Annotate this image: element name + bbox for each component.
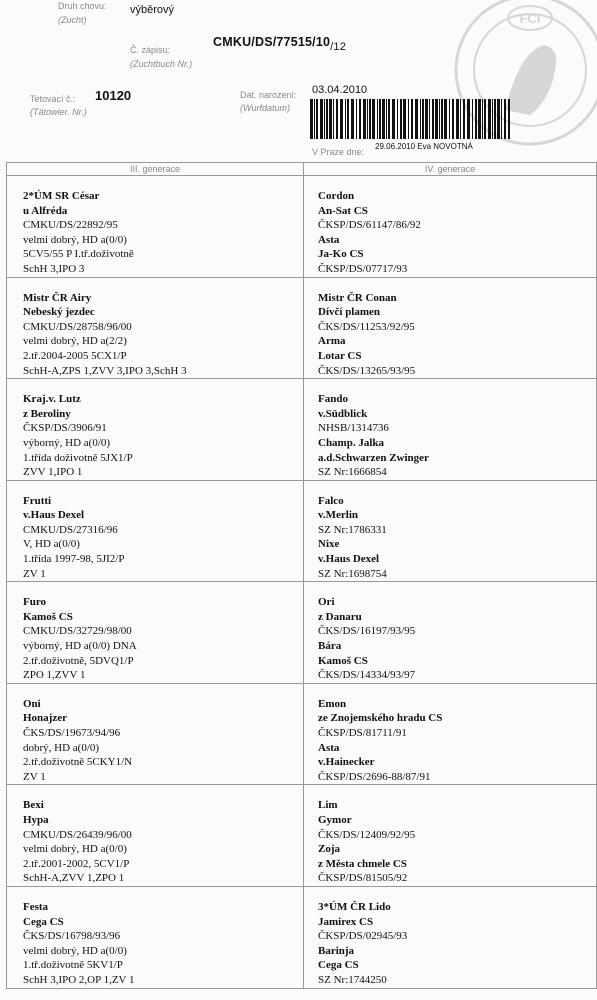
ancestor-line: Mistr ČR Airy <box>23 291 92 304</box>
dob-value: 03.04.2010 <box>312 84 368 96</box>
ancestor-line: v.Haus Dexel <box>23 509 85 522</box>
ancestor-line: Arma <box>318 335 346 348</box>
breed-value: výběrový <box>130 4 175 16</box>
ancestor-line: Cega CS <box>318 959 359 972</box>
ancestor-line: Jamirex CS <box>318 915 374 928</box>
ancestor-gen3-cell <box>7 582 304 684</box>
ancestor-line: ČKSP/DS/02945/93 <box>318 930 408 943</box>
pedigree-row <box>7 785 597 887</box>
ancestor-line: CMKU/DS/27316/96 <box>23 523 118 536</box>
ancestor-line: ČKS/DS/12409/92/95 <box>318 828 416 841</box>
column-header-generation-3: III. generace <box>7 163 304 176</box>
ancestor-line: Oni <box>23 697 41 710</box>
ancestor-line: CMKU/DS/28758/96/00 <box>23 320 132 333</box>
ancestor-line: 2*ÚM SR César <box>23 190 100 202</box>
ancestor-line: velmi dobrý, HD a(0/0) <box>23 944 127 957</box>
ancestor-line: velmi dobrý, HD a(2/2) <box>23 335 127 348</box>
ancestor-line: Nixe <box>318 538 340 551</box>
tattoo-value: 10120 <box>95 88 132 103</box>
issue-stamp: 29.06.2010 Eva NOVOTNÁ <box>375 142 473 151</box>
studbook-label: Č. zápisu: <box>130 45 171 55</box>
ancestor-line: Hypa <box>23 813 49 826</box>
ancestor-line: velmi dobrý, HD a(0/0) <box>23 843 127 856</box>
ancestor-line: výborný, HD a(0/0) DNA <box>23 640 137 653</box>
ancestor-line: ČKS/DS/14334/93/97 <box>318 669 416 682</box>
ancestor-line: Emon <box>318 697 347 710</box>
ancestor-gen3-cell <box>7 785 304 887</box>
ancestor-line: 1.třída 1997-98, 5JI2/P <box>23 553 125 566</box>
tattoo-label-de: (Tätowier. Nr.) <box>30 107 87 117</box>
ancestor-line: Falco <box>318 494 344 507</box>
ancestor-gen4-cell <box>304 277 597 379</box>
ancestor-line: SZ Nr:1666854 <box>318 466 387 479</box>
pedigree-row <box>7 277 597 379</box>
ancestor-line: Asta <box>318 233 340 246</box>
ancestor-line: SchH-A,ZPS 1,ZVV 3,IPO 3,SchH 3 <box>23 364 187 377</box>
ancestor-line: ČKS/DS/16197/93/95 <box>318 625 416 638</box>
ancestor-line: Ori <box>318 596 335 609</box>
ancestor-line: v.Merlin <box>318 509 359 522</box>
ancestor-gen4-cell <box>304 480 597 582</box>
ancestor-line: ze Znojemského hradu CS <box>318 712 443 725</box>
breed-label-de: (Zucht) <box>58 15 87 25</box>
ancestor-line: ČKS/DS/16798/93/96 <box>23 930 121 943</box>
ancestor-gen4-cell <box>304 886 597 988</box>
ancestor-gen4-cell <box>304 683 597 785</box>
pedigree-row <box>7 480 597 582</box>
seal-text: FCI <box>519 11 541 26</box>
ancestor-line: SZ Nr:1786331 <box>318 523 387 536</box>
ancestor-gen4-cell <box>304 176 597 278</box>
ancestor-line: SchH 3,IPO 2,OP 1,ZV 1 <box>23 973 135 986</box>
ancestor-line: ČKS/DS/13265/93/95 <box>318 364 416 377</box>
ancestor-gen3-cell <box>7 886 304 988</box>
ancestor-line: Kamoš CS <box>23 610 73 623</box>
ancestor-line: v.Südblick <box>318 407 368 420</box>
ancestor-line: 3*ÚM ČR Lido <box>318 900 391 913</box>
ancestor-gen3-cell <box>7 480 304 582</box>
ancestor-line: z Města chmele CS <box>318 857 407 870</box>
ancestor-line: Asta <box>318 741 340 754</box>
ancestor-line: SchH 3,IPO 3 <box>23 262 85 275</box>
ancestor-line: ČKSP/DS/2696-88/87/91 <box>318 770 431 783</box>
ancestor-line: CMKU/DS/22892/95 <box>23 219 118 232</box>
ancestor-line: Cega CS <box>23 915 64 928</box>
ancestor-line: V, HD a(0/0) <box>23 538 80 551</box>
ancestor-line: Zoja <box>318 843 340 856</box>
ancestor-line: SZ Nr:1744250 <box>318 973 387 986</box>
ancestor-line: v.Hainecker <box>318 756 375 769</box>
ancestor-line: Festa <box>23 900 49 913</box>
ancestor-line: Kraj.v. Lutz <box>23 393 81 406</box>
ancestor-line: Fando <box>318 393 348 406</box>
ancestor-line: Bára <box>318 640 342 653</box>
ancestor-line: Cordon <box>318 190 355 202</box>
ancestor-line: ZPO 1,ZVV 1 <box>23 669 86 682</box>
pedigree-row <box>7 683 597 785</box>
ancestor-line: 2.tř.2001-2002, 5CV1/P <box>23 857 130 870</box>
ancestor-line: Mistr ČR Conan <box>318 291 397 304</box>
ancestor-gen4-cell <box>304 379 597 481</box>
ancestor-gen3-cell <box>7 176 304 278</box>
ancestor-line: Furo <box>23 596 47 609</box>
ancestor-line: SchH-A,ZVV 1,ZPO 1 <box>23 872 125 885</box>
pedigree-table <box>6 162 597 989</box>
ancestor-line: 1.třída doživotně 5JX1/P <box>23 451 133 464</box>
pedigree-row <box>7 379 597 481</box>
ancestor-line: z Beroliny <box>23 407 71 420</box>
studbook-value: CMKU/DS/77515/10 <box>213 35 331 49</box>
barcode <box>310 99 510 139</box>
column-header-generation-4: IV. generace <box>304 163 597 176</box>
ancestor-line: SZ Nr:1698754 <box>318 567 387 580</box>
pedigree-row <box>7 582 597 684</box>
ancestor-line: výborný, HD a(0/0) <box>23 436 111 449</box>
breed-label: Druh chovu: <box>58 1 107 11</box>
dob-label: Dat. narození: <box>240 90 297 100</box>
ancestor-line: CMKU/DS/32729/98/00 <box>23 625 132 638</box>
ancestor-line: Dívčí plamen <box>318 306 381 319</box>
ancestor-line: ČKSP/DS/61147/86/92 <box>318 219 421 232</box>
ancestor-line: v.Haus Dexel <box>318 553 380 566</box>
ancestor-line: Lotar CS <box>318 349 362 362</box>
ancestor-gen3-cell <box>7 683 304 785</box>
ancestor-line: velmi dobrý, HD a(0/0) <box>23 233 127 246</box>
pedigree-row <box>7 176 597 278</box>
studbook-label-de: (Zuchtbuch Nr.) <box>130 59 193 69</box>
ancestor-line: Frutti <box>23 494 52 507</box>
ancestor-line: Nebeský jezdec <box>23 306 95 319</box>
ancestor-line: Bexi <box>23 799 44 812</box>
ancestor-line: ČKSP/DS/81505/92 <box>318 872 408 885</box>
ancestor-line: ZV 1 <box>23 567 46 580</box>
ancestor-line: 5CV5/55 P I.tř.doživotně <box>23 248 134 261</box>
ancestor-line: ČKS/DS/19673/94/96 <box>23 727 121 739</box>
ancestor-line: Kamoš CS <box>318 654 368 667</box>
ancestor-line: ČKS/DS/11253/92/95 <box>318 320 415 333</box>
pedigree-row <box>7 886 597 988</box>
ancestor-line: NHSB/1314736 <box>318 422 389 435</box>
ancestor-gen3-cell <box>7 277 304 379</box>
ancestor-line: ZV 1 <box>23 770 46 783</box>
place-label: V Praze dne: <box>312 147 365 157</box>
ancestor-line: ZVV 1,IPO 1 <box>23 466 83 479</box>
ancestor-line: ČKSP/DS/81711/91 <box>318 727 407 739</box>
ancestor-line: 1.tř.doživotně 5KV1/P <box>23 959 123 972</box>
ancestor-line: a.d.Schwarzen Zwinger <box>318 451 429 464</box>
pedigree-body <box>7 176 597 989</box>
ancestor-gen4-cell <box>304 582 597 684</box>
ancestor-line: 2.tř.2004-2005 5CX1/P <box>23 349 127 362</box>
ancestor-line: Honajzer <box>23 712 67 725</box>
ancestor-line: Ja-Ko CS <box>318 248 364 261</box>
studbook-number <box>213 35 347 53</box>
ancestor-line: dobrý, HD a(0/0) <box>23 741 100 754</box>
studbook-suffix: /12 <box>330 41 347 53</box>
ancestor-gen4-cell <box>304 785 597 887</box>
ancestor-line: Champ. Jalka <box>318 436 385 449</box>
ancestor-line: u Alfréda <box>23 204 68 217</box>
ancestor-line: ČKSP/DS/07717/93 <box>318 262 408 275</box>
ancestor-line: 2.tř.doživotně, 5DVQ1/P <box>23 654 134 667</box>
dob-label-de: (Wurfdatum) <box>240 103 291 113</box>
ancestor-line: CMKU/DS/26439/96/00 <box>23 828 132 841</box>
ancestor-line: Lim <box>318 799 338 812</box>
ancestor-line: Barinja <box>318 944 355 957</box>
ancestor-line: An-Sat CS <box>318 204 368 217</box>
ancestor-line: z Danaru <box>318 610 362 623</box>
ancestor-gen3-cell <box>7 379 304 481</box>
ancestor-line: ČKSP/DS/3906/91 <box>23 422 107 435</box>
ancestor-line: 2.tř.doživotně 5CKY1/N <box>23 756 133 769</box>
tattoo-label: Tetovací č.: <box>30 94 76 104</box>
ancestor-line: Gymor <box>318 813 352 826</box>
